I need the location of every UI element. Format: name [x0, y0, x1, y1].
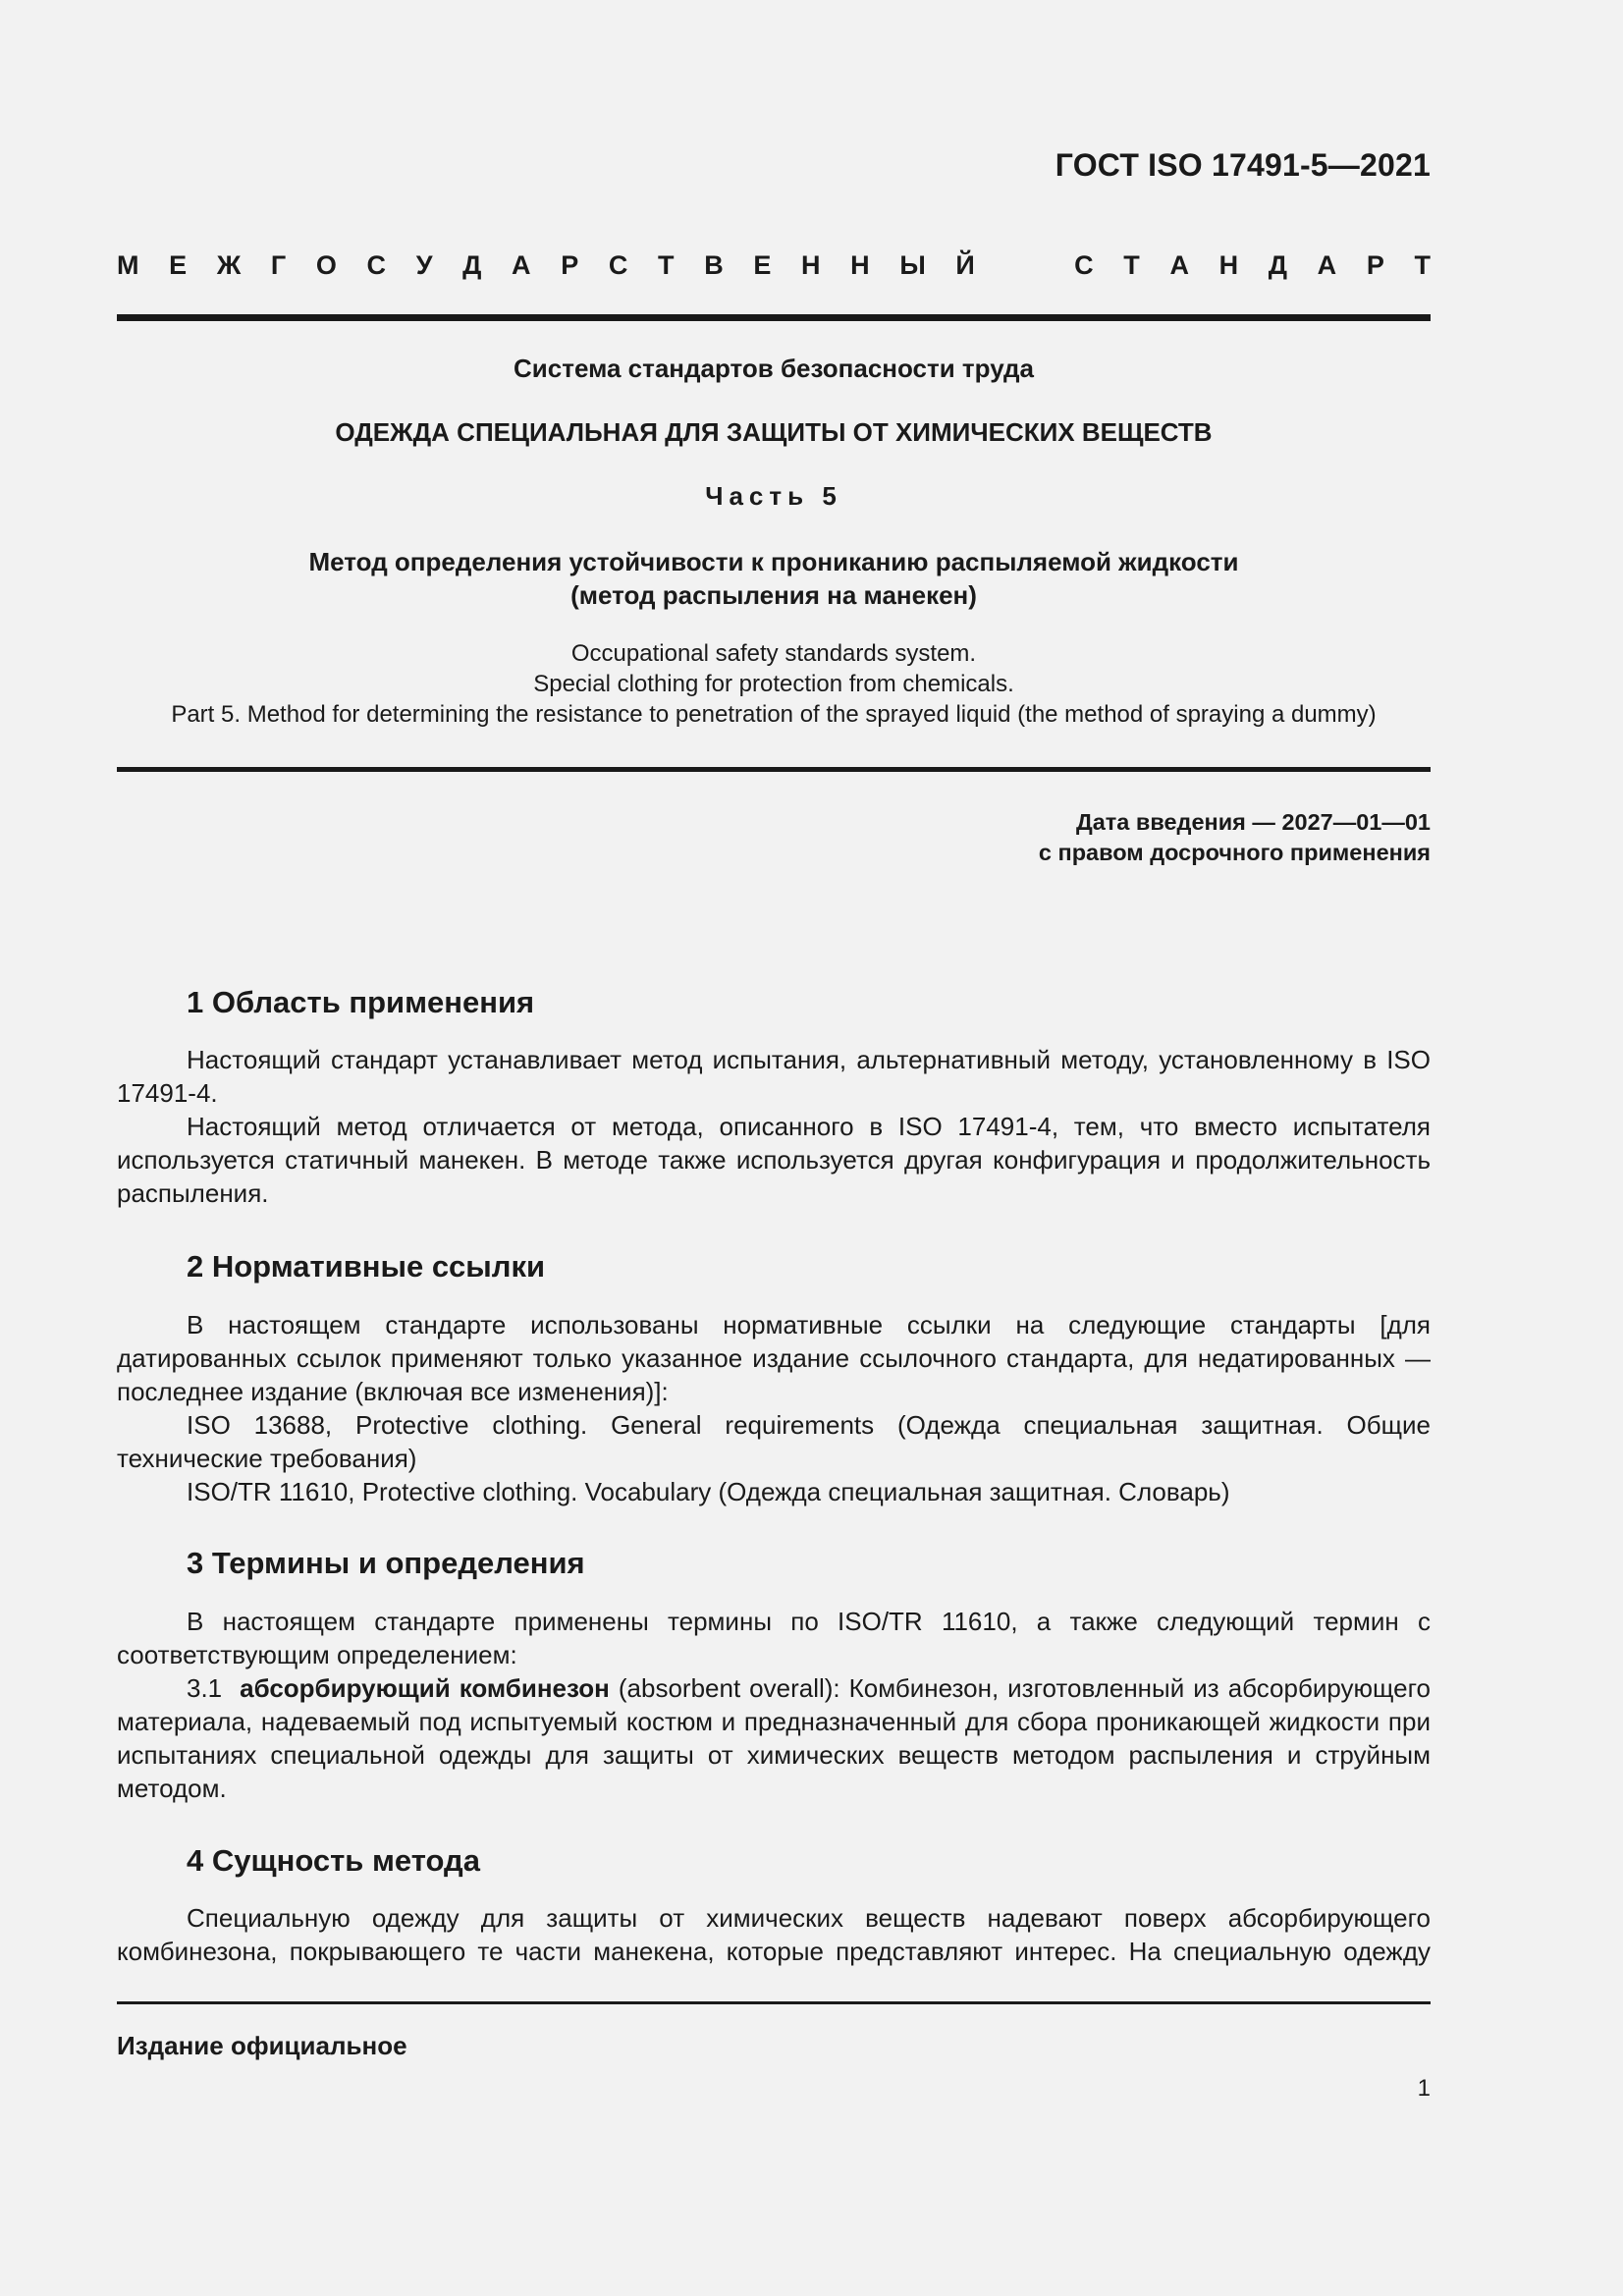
section-1-heading: 1 Область применения: [187, 985, 535, 1019]
page-number: 1: [1417, 2075, 1431, 2102]
term-number: 3.1: [187, 1673, 223, 1703]
method-title: [117, 545, 1431, 612]
section-1-body: [117, 1043, 1431, 1210]
section-1-paragraph-2: Настоящий метод отличается от метода, описанного в ISO 17491-4, тем, что вместо испытателя используется статичный манекен. В методе также используется другая конфигурация и продолжительность распыления.: [117, 1112, 1431, 1208]
method-title-line-2: (метод распыления на манекен): [570, 580, 977, 610]
term-definition-text: (absorbent overall): Комбинезон, изготовленный из абсорбирующего материала, надеваемый под испытуемый костюм и предназначенный для сбора проникающей жидкости при испытаниях специальной одежды для защиты от химических веществ методом распыления и струйным методом.: [117, 1673, 1431, 1803]
term-name: абсорбирующий комбинезон: [240, 1673, 610, 1703]
introduction-date-line: Дата введения — 2027—01—01: [1075, 809, 1431, 835]
section-2-paragraph-1: В настоящем стандарте использованы нормативные ссылки на следующие стандарты [для датированных ссылок применяют только указанное издание ссылочного стандарта, для недатированных — последнее издание (включая все изменения)]:: [117, 1310, 1431, 1406]
section-4-body: [117, 1901, 1431, 1968]
section-2-heading: 2 Нормативные ссылки: [187, 1249, 546, 1284]
term-definition: [117, 1671, 1431, 1805]
standard-designation: ГОСТ ISO 17491-5—2021: [1055, 147, 1431, 183]
introduction-date: [1039, 807, 1431, 868]
top-rule: [117, 314, 1431, 321]
standard-kind-banner: М Е Ж Г О С У Д А Р С Т В Е Н Н Ы Й С Т А Н Д А Р Т: [117, 250, 1431, 280]
english-title: [117, 638, 1431, 730]
english-title-line-2: Special clothing for protection from chemicals.: [533, 671, 1014, 697]
method-title-line-1: Метод определения устойчивости к прониканию распыляемой жидкости: [308, 547, 1239, 576]
english-title-line-3: Part 5. Method for determining the resistance to penetration of the sprayed liquid (the method of spraying a dummy): [171, 701, 1377, 728]
middle-rule: [117, 767, 1431, 772]
section-4-paragraph-1: Специальную одежду для защиты от химических веществ надевают поверх абсорбирующего комбинезона, покрывающего те части манекена, которые представляют интерес. На специальную одежду: [117, 1903, 1431, 1966]
early-application-line: с правом досрочного применения: [1038, 840, 1431, 865]
section-2-body: [117, 1308, 1431, 1508]
document-page: [117, 0, 1431, 2296]
section-4-heading: 4 Сущность метода: [187, 1843, 480, 1878]
footer-rule: [117, 2001, 1431, 2004]
english-title-line-1: Occupational safety standards system.: [570, 640, 977, 667]
word-gap: [1004, 250, 1044, 281]
section-1-paragraph-1: Настоящий стандарт устанавливает метод испытания, альтернативный методу, установленному в ISO 17491-4.: [117, 1045, 1431, 1108]
main-title: ОДЕЖДА СПЕЦИАЛЬНАЯ ДЛЯ ЗАЩИТЫ ОТ ХИМИЧЕСКИХ ВЕЩЕСТВ: [335, 417, 1213, 447]
section-3-paragraph-1: В настоящем стандарте применены термины по ISO/TR 11610, а также следующий термин с соответствующим определением:: [117, 1607, 1431, 1669]
part-title: Часть 5: [705, 481, 842, 511]
section-3-heading: 3 Термины и определения: [187, 1546, 585, 1580]
section-2-reference-2: ISO/TR 11610, Protective clothing. Vocabulary (Одежда специальная защитная. Словарь): [187, 1477, 1230, 1506]
section-2-reference-1: ISO 13688, Protective clothing. General requirements (Одежда специальная защитная. Общие технические требования): [117, 1410, 1431, 1473]
system-title: Система стандартов безопасности труда: [514, 354, 1034, 383]
official-edition-label: Издание официальное: [117, 2031, 407, 2060]
section-3-body: [117, 1605, 1431, 1805]
